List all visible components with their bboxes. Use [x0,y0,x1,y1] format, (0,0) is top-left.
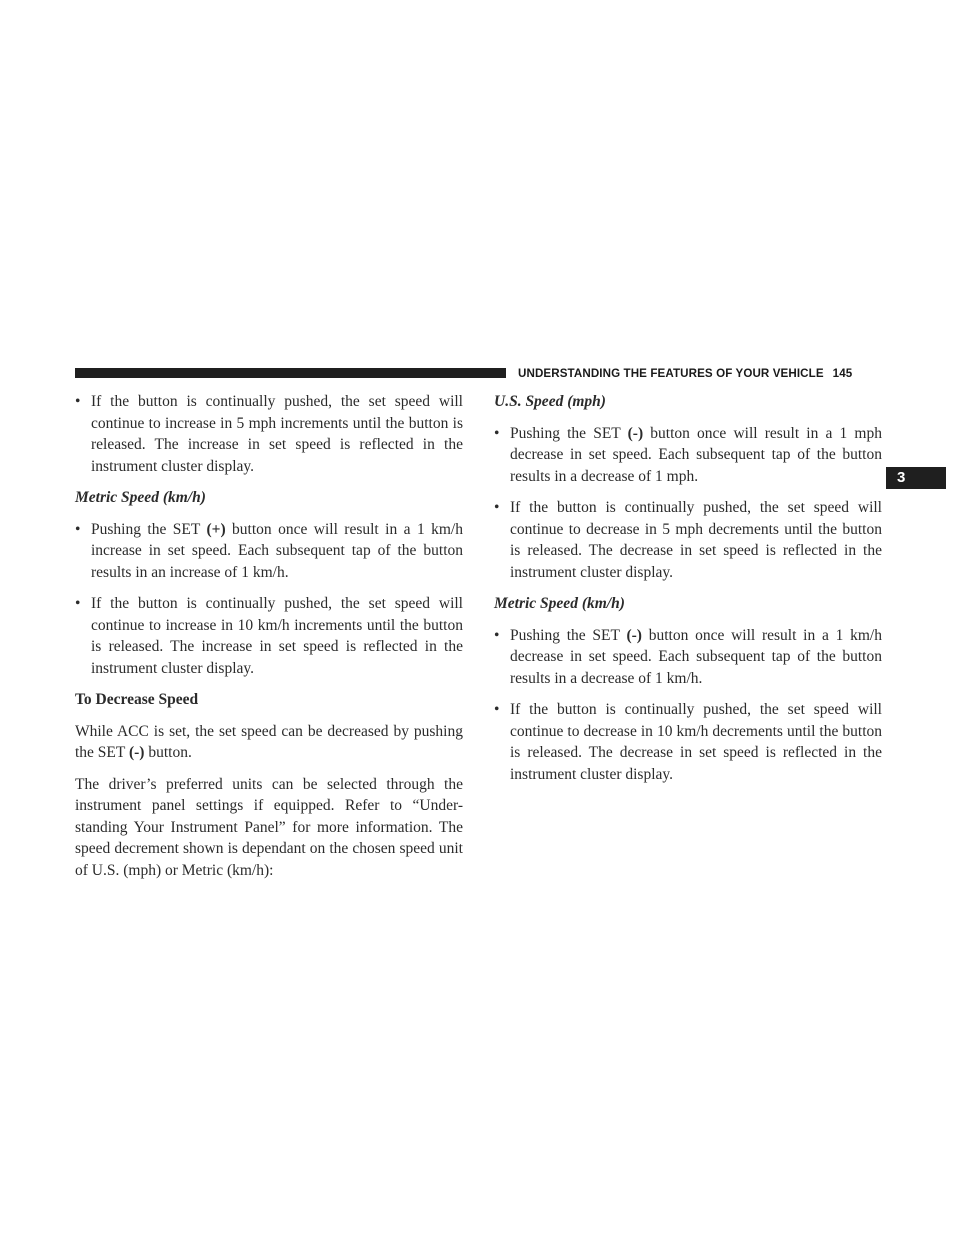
page-number: 145 [832,367,853,380]
button-symbol: (-) [627,424,644,442]
subheading-us: U.S. Speed (mph) [494,393,606,410]
button-symbol: (+) [206,520,226,538]
section-title: UNDERSTANDING THE FEATURES OF YOUR VEHICLE [518,367,824,380]
button-symbol: (-) [128,744,145,761]
heading-decrease-speed: To Decrease Speed [75,691,199,708]
bullet-item: • If the button is continually pushed, the set speed will continue to increase in 5 mph increments until the button is released. The increase in set speed is reflected in the instrument cluster display. [75,391,463,477]
left-column [75,391,463,891]
button-symbol: (-) [626,626,642,644]
chapter-tab: 3 [886,467,946,489]
bullet-item: • If the button is continually pushed, the set speed will continue to increase in 10 km/h increments until the button is released. The increase in set speed is reflected in the instrument cluster display. [75,593,463,679]
subheading-metric: Metric Speed (km/h) [494,595,625,612]
paragraph: While ACC is set, the set speed can be decreased by pushing the SET (-) button. [75,722,463,761]
right-column [494,391,882,795]
bullet-item: • If the button is continually pushed, the set speed will continue to decrease in 5 mph decrements until the button is released. The decrease in set speed is reflected in the instrument cluster display. [494,497,882,583]
bullet-item: • Pushing the SET (-) button once will result in a 1 km/h decrease in set speed. Each subsequent tap of the button results in a decrease of 1 km/h. [494,625,882,690]
paragraph: The driver’s preferred units can be selected through the instrument panel settings if equipped. Refer to “Under-standing Your Instrument Panel” for more information. The speed decrement shown is dependant on the chosen speed unit of U.S. (mph) or Metric (km/h): [75,775,463,879]
bullet-item: • Pushing the SET (-) button once will result in a 1 mph decrease in set speed. Each subsequent tap of the button results in a decrease of 1 mph. [494,423,882,488]
bullet-item: • Pushing the SET (+) button once will result in a 1 km/h increase in set speed. Each subsequent tap of the button results in an increase of 1 km/h. [75,519,463,584]
header-rule [75,368,506,378]
bullet-item: • If the button is continually pushed, the set speed will continue to decrease in 10 km/h decrements until the button is released. The decrease in set speed is reflected in the instrument cluster display. [494,699,882,785]
subheading-metric: Metric Speed (km/h) [75,489,206,506]
running-header [518,367,852,381]
